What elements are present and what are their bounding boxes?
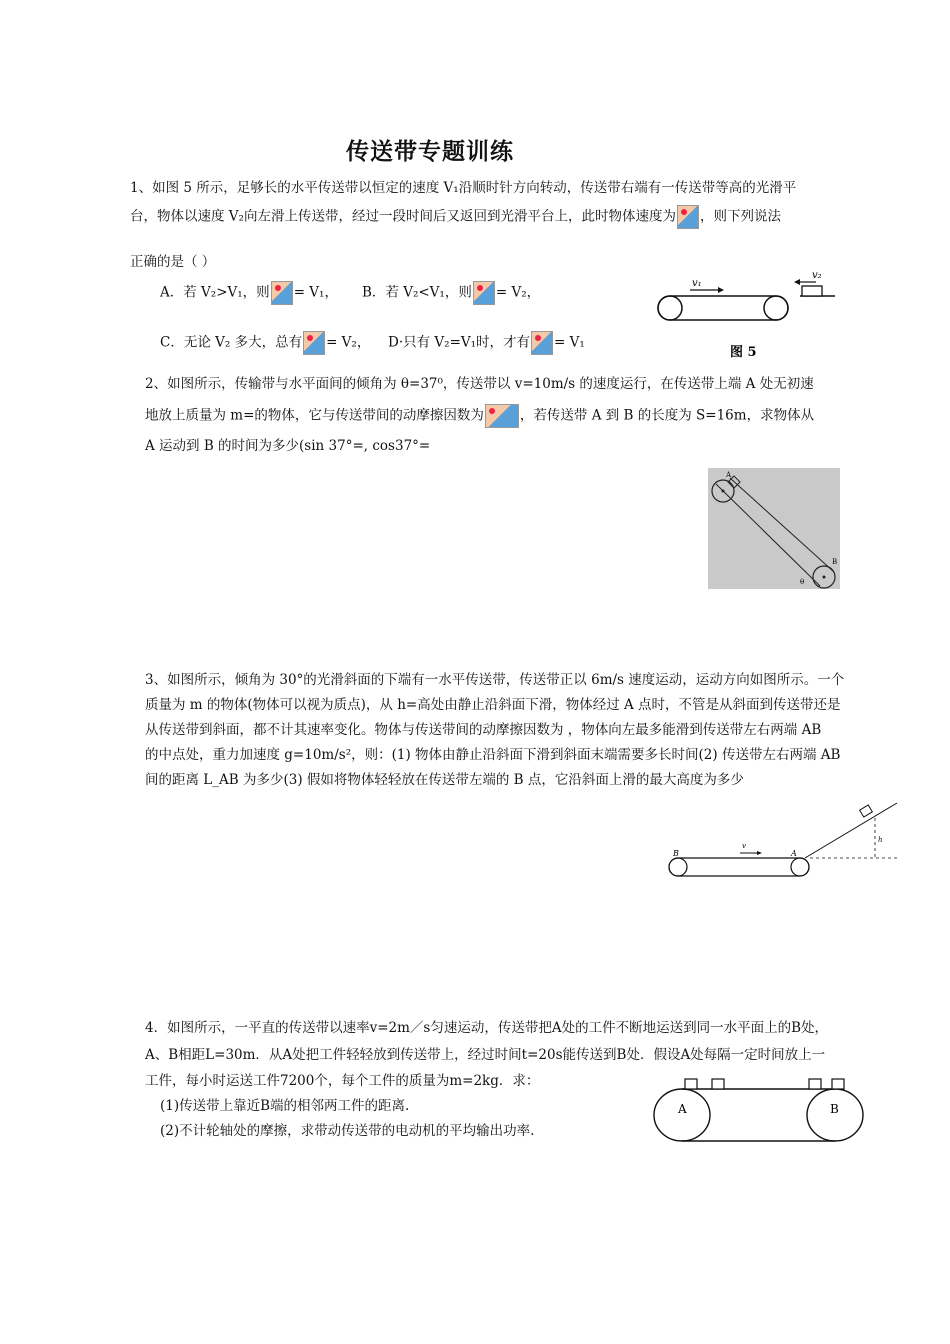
q1-option-b-value: = V₂，	[495, 284, 541, 301]
q3-line5: 间的距离 L_AB 为多少(3) 假如将物体轻轻放在传送带左端的 B 点，它沿斜面上滑的最大高度为多少	[145, 772, 744, 788]
q1-line3: 正确的是（ ）	[130, 254, 216, 270]
q4-line4: (1)传送带上靠近B端的相邻两工件的距离.	[160, 1098, 410, 1114]
q1-option-b	[362, 281, 540, 305]
q3-line4: 的中点处，重力加速度 g=10m/s²，则：(1) 物体由静止沿斜面下滑到斜面末端需要多长时间(2) 传送带左右两端 AB	[145, 747, 841, 763]
q2-line2a: 地放上质量为 m=的物体，它与传送带间的动摩擦因数为	[145, 407, 484, 424]
q1-option-c-value: = V₂，	[326, 334, 371, 351]
q1-line2	[130, 205, 781, 229]
formula-image-icon	[271, 281, 293, 305]
formula-image-icon	[473, 281, 495, 305]
fig-A-label: A	[678, 1102, 687, 1116]
q1-line2b: ，则下列说法	[699, 208, 781, 225]
q4-line1: 4．如图所示，一平直的传送带以速率v=2m／s匀速运动，传送带把A处的工件不断地运送到同一水平面上的B处，	[145, 1020, 829, 1036]
q3-figure	[665, 798, 900, 883]
fig-v2-label: v₂	[812, 270, 822, 281]
q1-option-c-text: C．无论 V₂ 多大，总有	[160, 334, 303, 351]
q4-line5: (2)不计轮轴处的摩擦，求带动传送带的电动机的平均输出功率.	[160, 1123, 535, 1139]
fig-A-label: A	[791, 849, 797, 858]
fig-theta-label: θ	[800, 578, 805, 586]
q1-line2a: 台，物体以速度 V₂向左滑上传送带，经过一段时间后又返回到光滑平台上，此时物体速度为	[130, 208, 676, 225]
formula-image-icon	[677, 205, 699, 229]
q1-option-a	[160, 281, 338, 305]
fig-A-label: A	[726, 471, 732, 479]
formula-image-icon	[531, 331, 553, 355]
q1-figure	[650, 268, 840, 363]
page-title: 传送带专题训练	[346, 139, 514, 165]
q2-line2b: ，若传送带 A 到 B 的长度为 S=16m，求物体从	[519, 407, 815, 424]
q2-figure	[708, 468, 840, 589]
fig-B-label: B	[673, 849, 679, 858]
q1-option-a-value: = V₁，	[293, 284, 338, 301]
fig-B-label: B	[832, 558, 838, 566]
fig-B-label: B	[830, 1102, 839, 1116]
q2-line3: A 运动到 B 的时间为多少(sin 37°=, cos37°=	[145, 438, 431, 454]
formula-image-icon	[303, 331, 325, 355]
formula-image-icon	[485, 404, 519, 428]
fig-v1-label: v₁	[692, 278, 702, 289]
q2-line2	[145, 404, 814, 428]
q1-line1: 1、如图 5 所示，足够长的水平传送带以恒定的速度 V₁沿顺时针方向转动，传送带右端有一传送带等高的光滑平	[130, 180, 797, 196]
q4-line2: A、B相距L=30m．从A处把工件轻轻放到传送带上，经过时间t=20s能传送到B处．假设A处每隔一定时间放上一	[145, 1047, 826, 1063]
q3-line1: 3、如图所示，倾角为 30°的光滑斜面的下端有一水平传送带，传送带正以 6m/s 速度运动，运动方向如图所示。一个	[145, 672, 845, 688]
q3-line2: 质量为 m 的物体(物体可以视为质点)，从 h=高处由静止沿斜面下滑，物体经过 A 点时，不管是从斜面到传送带还是	[145, 697, 841, 713]
q2-line1: 2、如图所示，传输带与水平面间的倾角为 θ=37⁰，传送带以 v=10m/s 的速度运行，在传送带上端 A 处无初速	[145, 376, 814, 392]
q4-line3: 工件，每小时运送工件7200个，每个工件的质量为m=2kg．求：	[145, 1073, 540, 1089]
q1-option-a-text: A．若 V₂>V₁，则	[160, 284, 270, 301]
q1-option-d	[388, 331, 585, 355]
fig-h-label: h	[878, 836, 883, 844]
fig5-label: 图 5	[730, 345, 757, 360]
fig-v-label: v	[742, 842, 746, 850]
q1-option-b-text: B．若 V₂<V₁，则	[362, 284, 472, 301]
q4-figure	[652, 1073, 877, 1145]
q1-option-d-text: D·只有 V₂=V₁时，才有	[388, 334, 531, 351]
q1-option-d-value: = V₁	[554, 334, 585, 351]
q3-line3: 从传送带到斜面，都不计其速率变化。物体与传送带间的动摩擦因数为 ，物体向左最多能滑到传送带左右两端 AB	[145, 722, 822, 738]
q1-option-c	[160, 331, 370, 355]
